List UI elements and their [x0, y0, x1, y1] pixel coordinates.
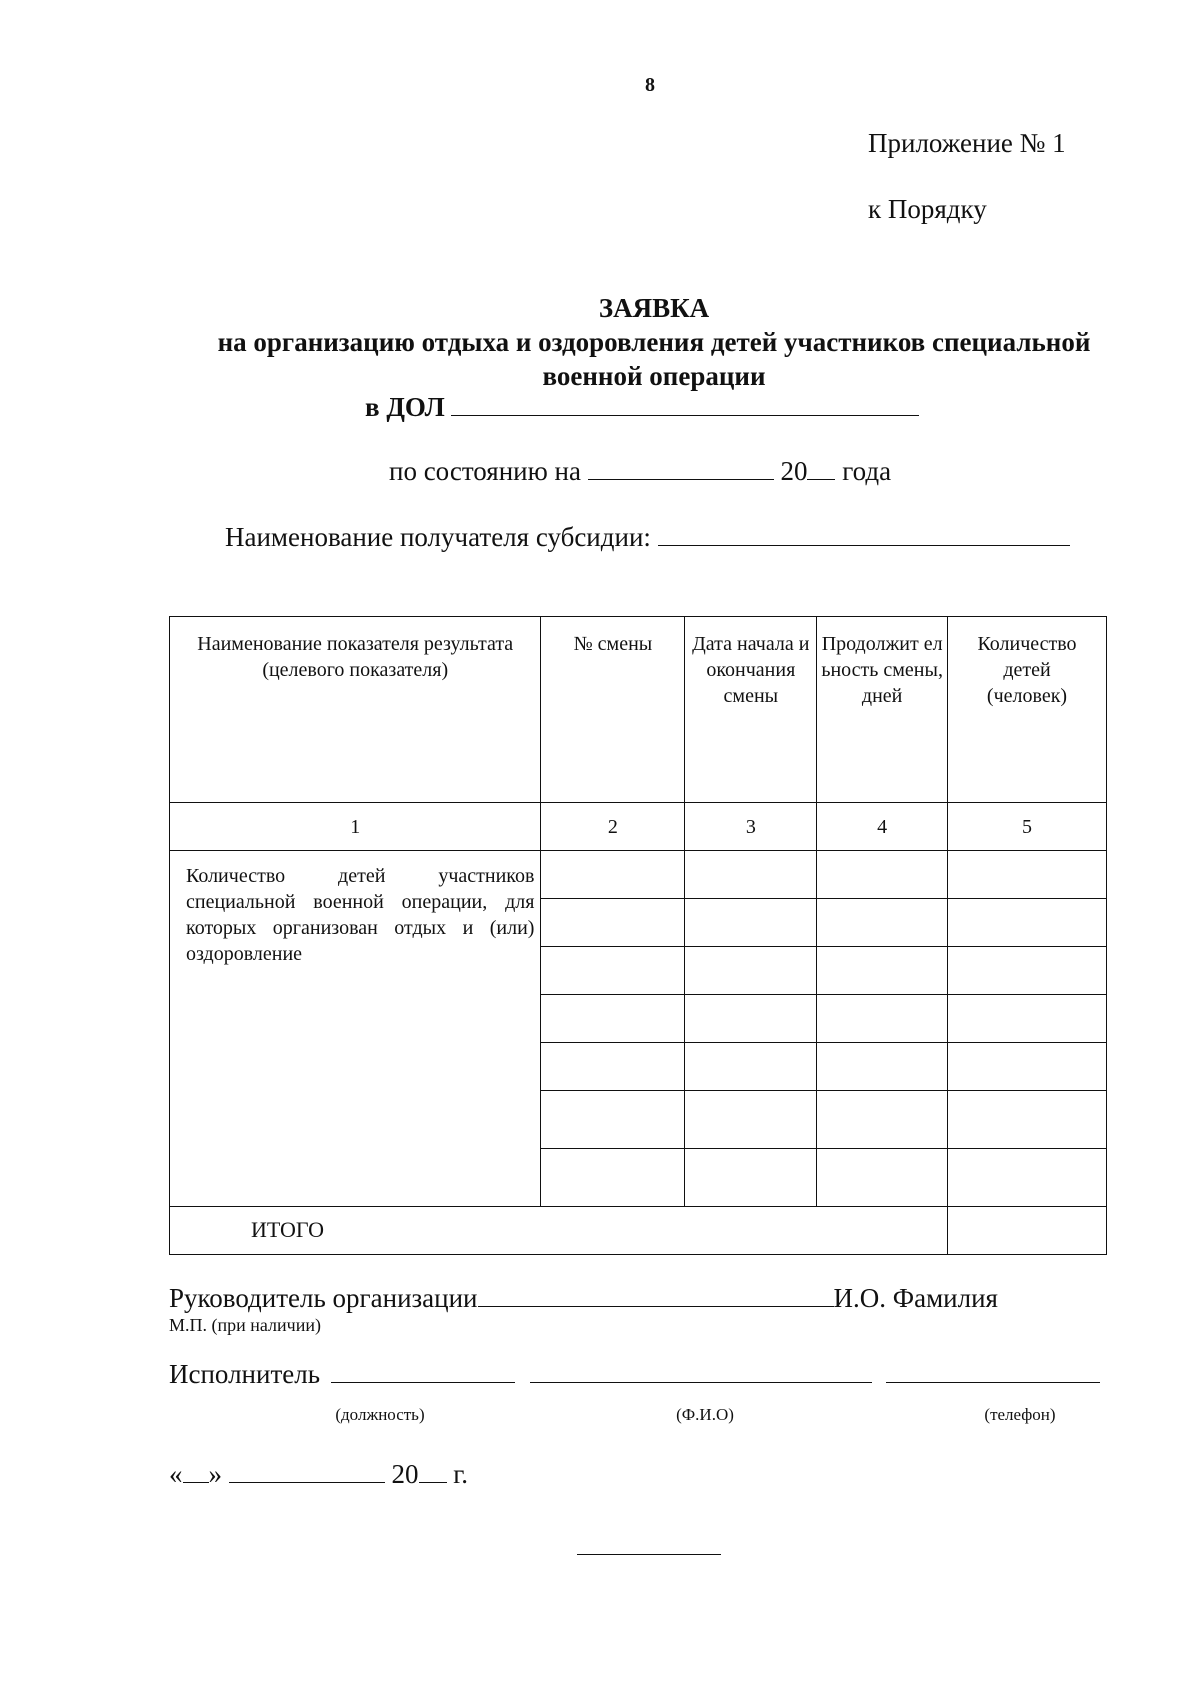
input-cell-total-children[interactable] [948, 1207, 1107, 1255]
input-cell-shift-duration[interactable] [817, 1149, 948, 1207]
head-label: Руководитель организации [169, 1283, 478, 1313]
year-blank [419, 1462, 447, 1483]
fio-caption: (Ф.И.О) [676, 1405, 734, 1424]
dol-field [365, 392, 919, 423]
date-open-quote: « [169, 1459, 183, 1489]
day-blank [183, 1462, 209, 1483]
date-line [169, 1459, 468, 1490]
input-cell-shift-duration[interactable] [817, 899, 948, 947]
annex-number: Приложение № 1 [868, 128, 1066, 158]
executor-position-blank [331, 1362, 515, 1383]
head-signature-blank [478, 1286, 834, 1307]
table-row [170, 851, 1107, 899]
input-cell-shift-duration[interactable] [817, 1091, 948, 1149]
recipient-blank-line [658, 525, 1070, 546]
input-cell-children-count[interactable] [948, 1149, 1107, 1207]
input-cell-children-count[interactable] [948, 947, 1107, 995]
input-cell-shift-dates[interactable] [685, 1043, 817, 1091]
position-caption: (должность) [335, 1405, 425, 1424]
input-cell-children-count[interactable] [948, 899, 1107, 947]
head-name: И.О. Фамилия [833, 1283, 998, 1313]
date-year-prefix: 20 [391, 1459, 419, 1489]
input-cell-shift-dates[interactable] [685, 947, 817, 995]
as-of-year-blank [807, 459, 835, 480]
column-number: 5 [948, 803, 1107, 851]
column-number: 1 [170, 803, 541, 851]
phone-caption: (телефон) [984, 1405, 1056, 1424]
indicator-table [169, 616, 1107, 1255]
title-line-2: военной операции [542, 361, 766, 391]
column-number: 2 [541, 803, 685, 851]
as-of-prefix: по состоянию на [389, 456, 581, 486]
end-separator [577, 1554, 721, 1555]
header-shift-number: № смены [541, 617, 685, 803]
input-cell-shift-number[interactable] [541, 947, 685, 995]
input-cell-shift-number[interactable] [541, 1043, 685, 1091]
executor-label: Исполнитель [169, 1359, 321, 1389]
total-label: ИТОГО [170, 1207, 948, 1255]
input-cell-children-count[interactable] [948, 1043, 1107, 1091]
document-title: ЗАЯВКА [598, 293, 710, 323]
annex-reference: к Порядку [868, 194, 987, 224]
as-of-line [389, 456, 891, 487]
column-number: 4 [817, 803, 948, 851]
input-cell-shift-number[interactable] [541, 995, 685, 1043]
as-of-date-blank [588, 459, 774, 480]
executor-fio-blank [530, 1362, 872, 1383]
column-number-row [170, 803, 1107, 851]
input-cell-shift-dates[interactable] [685, 899, 817, 947]
input-cell-children-count[interactable] [948, 995, 1107, 1043]
executor-phone-blank [886, 1362, 1100, 1383]
input-cell-shift-number[interactable] [541, 1149, 685, 1207]
input-cell-shift-dates[interactable] [685, 995, 817, 1043]
input-cell-shift-dates[interactable] [685, 1149, 817, 1207]
input-cell-shift-dates[interactable] [685, 1091, 817, 1149]
recipient-label: Наименование получателя субсидии: [225, 522, 651, 552]
column-number: 3 [685, 803, 817, 851]
title-line-1: на организацию отдыха и оздоровления детей участников специальной [217, 327, 1091, 357]
total-row [170, 1207, 1107, 1255]
input-cell-shift-duration[interactable] [817, 1043, 948, 1091]
as-of-year-prefix: 20 [780, 456, 808, 486]
indicator-description: Количество детей участников специальной военной операции, для которых организован отдых и (или) оздоровление [170, 851, 541, 1207]
head-signature-line [169, 1283, 998, 1314]
input-cell-children-count[interactable] [948, 851, 1107, 899]
header-children-count: Количество детей (человек) [948, 617, 1107, 803]
header-indicator: Наименование показателя результата (целевого показателя) [170, 617, 541, 803]
input-cell-shift-number[interactable] [541, 851, 685, 899]
input-cell-shift-duration[interactable] [817, 851, 948, 899]
as-of-suffix: года [842, 456, 892, 486]
input-cell-children-count[interactable] [948, 1091, 1107, 1149]
executor-line [169, 1359, 1100, 1390]
input-cell-shift-duration[interactable] [817, 995, 948, 1043]
input-cell-shift-dates[interactable] [685, 851, 817, 899]
month-blank [229, 1462, 385, 1483]
stamp-note: М.П. (при наличии) [169, 1315, 321, 1335]
dol-label: в ДОЛ [365, 392, 445, 422]
date-suffix: г. [453, 1459, 469, 1489]
table-header-row [170, 617, 1107, 803]
input-cell-shift-number[interactable] [541, 899, 685, 947]
recipient-line [225, 522, 1070, 553]
page-number: 8 [645, 74, 655, 96]
input-cell-shift-number[interactable] [541, 1091, 685, 1149]
dol-blank-line [451, 395, 919, 416]
date-close-quote: » [208, 1459, 222, 1489]
header-shift-dates: Дата начала и окончания смены [685, 617, 817, 803]
header-shift-duration: Продолжит ельность смены, дней [817, 617, 948, 803]
input-cell-shift-duration[interactable] [817, 947, 948, 995]
